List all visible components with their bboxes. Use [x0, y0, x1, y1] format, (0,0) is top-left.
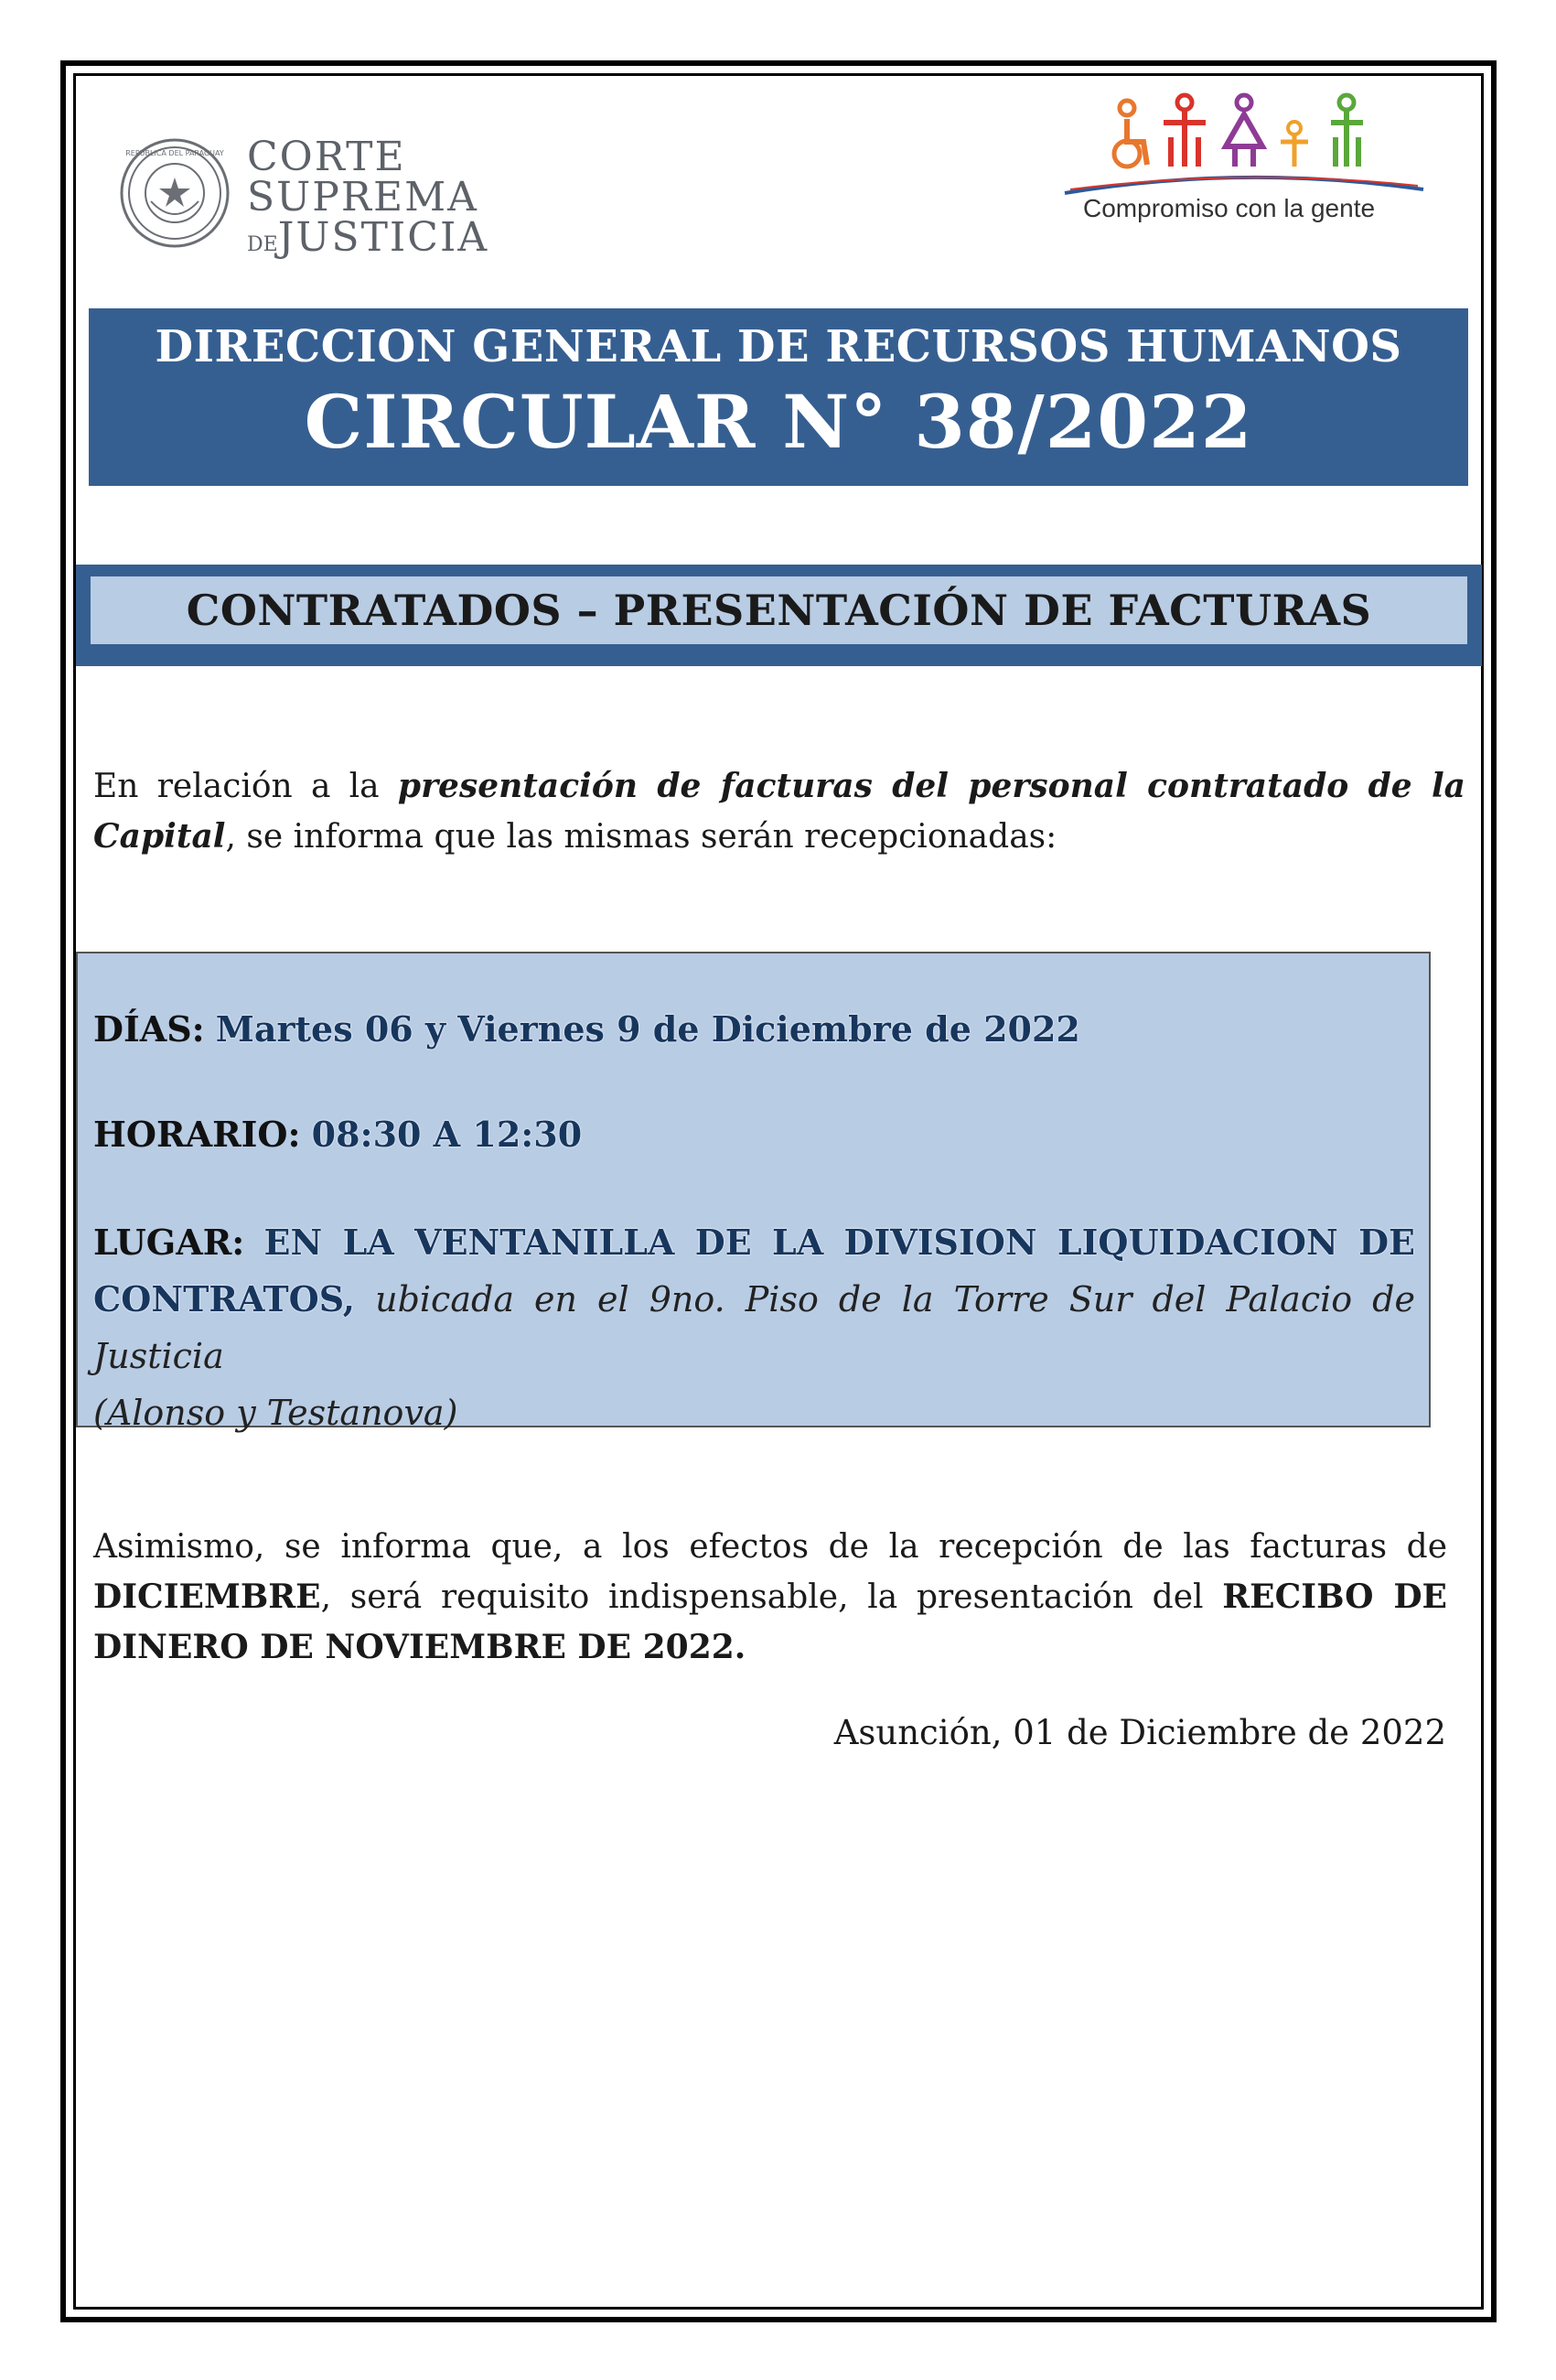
- subject-heading: CONTRATADOS – PRESENTACIÓN DE FACTURAS: [91, 576, 1467, 644]
- horario-value: 08:30 A 12:30: [311, 1114, 583, 1155]
- intro-suffix: , se informa que las mismas serán recepcionadas:: [225, 818, 1057, 856]
- circular-number: CIRCULAR N° 38/2022: [304, 378, 1253, 465]
- subject-frame: [76, 565, 1482, 666]
- csj-word-suprema: SUPREMA: [247, 174, 478, 221]
- closing-mid: , será requisito indispensable, la presentación del: [320, 1578, 1204, 1616]
- compromiso-tagline: Compromiso con la gente: [1083, 194, 1376, 222]
- intro-line-1: [93, 761, 1465, 812]
- intro-line-2: [93, 812, 1465, 862]
- intro-paragraph: [93, 761, 1465, 862]
- title-banner: [89, 308, 1468, 486]
- lugar-value-1: EN LA VENTANILLA DE LA DIVISION LIQUIDACION DE: [263, 1222, 1415, 1263]
- horario-label: HORARIO:: [93, 1114, 301, 1155]
- lugar-detail-1: ubicada en el 9no. Piso de la Torre Sur del Palacio de Justicia: [93, 1279, 1415, 1376]
- closing-bold-recibo: RECIBO DE: [1222, 1578, 1447, 1616]
- closing-bold-diciembre: DICIEMBRE: [93, 1578, 321, 1616]
- closing-line-3: [93, 1622, 1447, 1673]
- dias-value: Martes 06 y Viernes 9 de Diciembre de 2022: [215, 1008, 1080, 1050]
- compromiso-logo: [1061, 92, 1427, 238]
- csj-word-justicia-line: [247, 214, 489, 265]
- national-seal-icon: [119, 137, 231, 249]
- date-line: Asunción, 01 de Diciembre de 2022: [833, 1713, 1446, 1752]
- lugar-line-2: [93, 1271, 1415, 1384]
- intro-prefix: En relación a la: [93, 768, 380, 805]
- svg-text:REPUBLICA DEL PARAGUAY: REPUBLICA DEL PARAGUAY: [125, 149, 224, 157]
- intro-emphasis-2: Capital: [93, 817, 226, 856]
- schedule-box: [76, 952, 1431, 1433]
- csj-word-corte: CORTE: [247, 134, 406, 180]
- horario-row: [93, 1114, 582, 1155]
- csj-wordmark: [247, 134, 489, 265]
- csj-logo: [119, 134, 503, 265]
- dias-label: DÍAS:: [93, 1008, 205, 1050]
- csj-word-de: DE: [247, 233, 278, 256]
- department-title: DIRECCION GENERAL DE RECURSOS HUMANOS: [155, 321, 1402, 372]
- closing-paragraph: [93, 1523, 1447, 1673]
- csj-word-justicia: JUSTICIA: [277, 214, 489, 261]
- swoosh-icon: [1061, 169, 1427, 197]
- closing-bold-dinero: DINERO DE NOVIEMBRE DE 2022.: [93, 1628, 746, 1666]
- dias-row: [93, 1008, 1080, 1050]
- people-figures-icon: [1107, 92, 1372, 178]
- lugar-line-1: [93, 1214, 1415, 1271]
- lugar-value-2: CONTRATOS,: [93, 1278, 356, 1319]
- closing-line-2: [93, 1572, 1447, 1622]
- intro-emphasis-1: presentación de facturas del personal contratado de la: [397, 767, 1465, 805]
- closing-line-1: Asimismo, se informa que, a los efectos de la recepción de las facturas de: [93, 1528, 1447, 1566]
- lugar-row: [93, 1214, 1415, 1441]
- lugar-detail-2: (Alonso y Testanova): [93, 1393, 458, 1433]
- lugar-label: LUGAR:: [93, 1222, 245, 1263]
